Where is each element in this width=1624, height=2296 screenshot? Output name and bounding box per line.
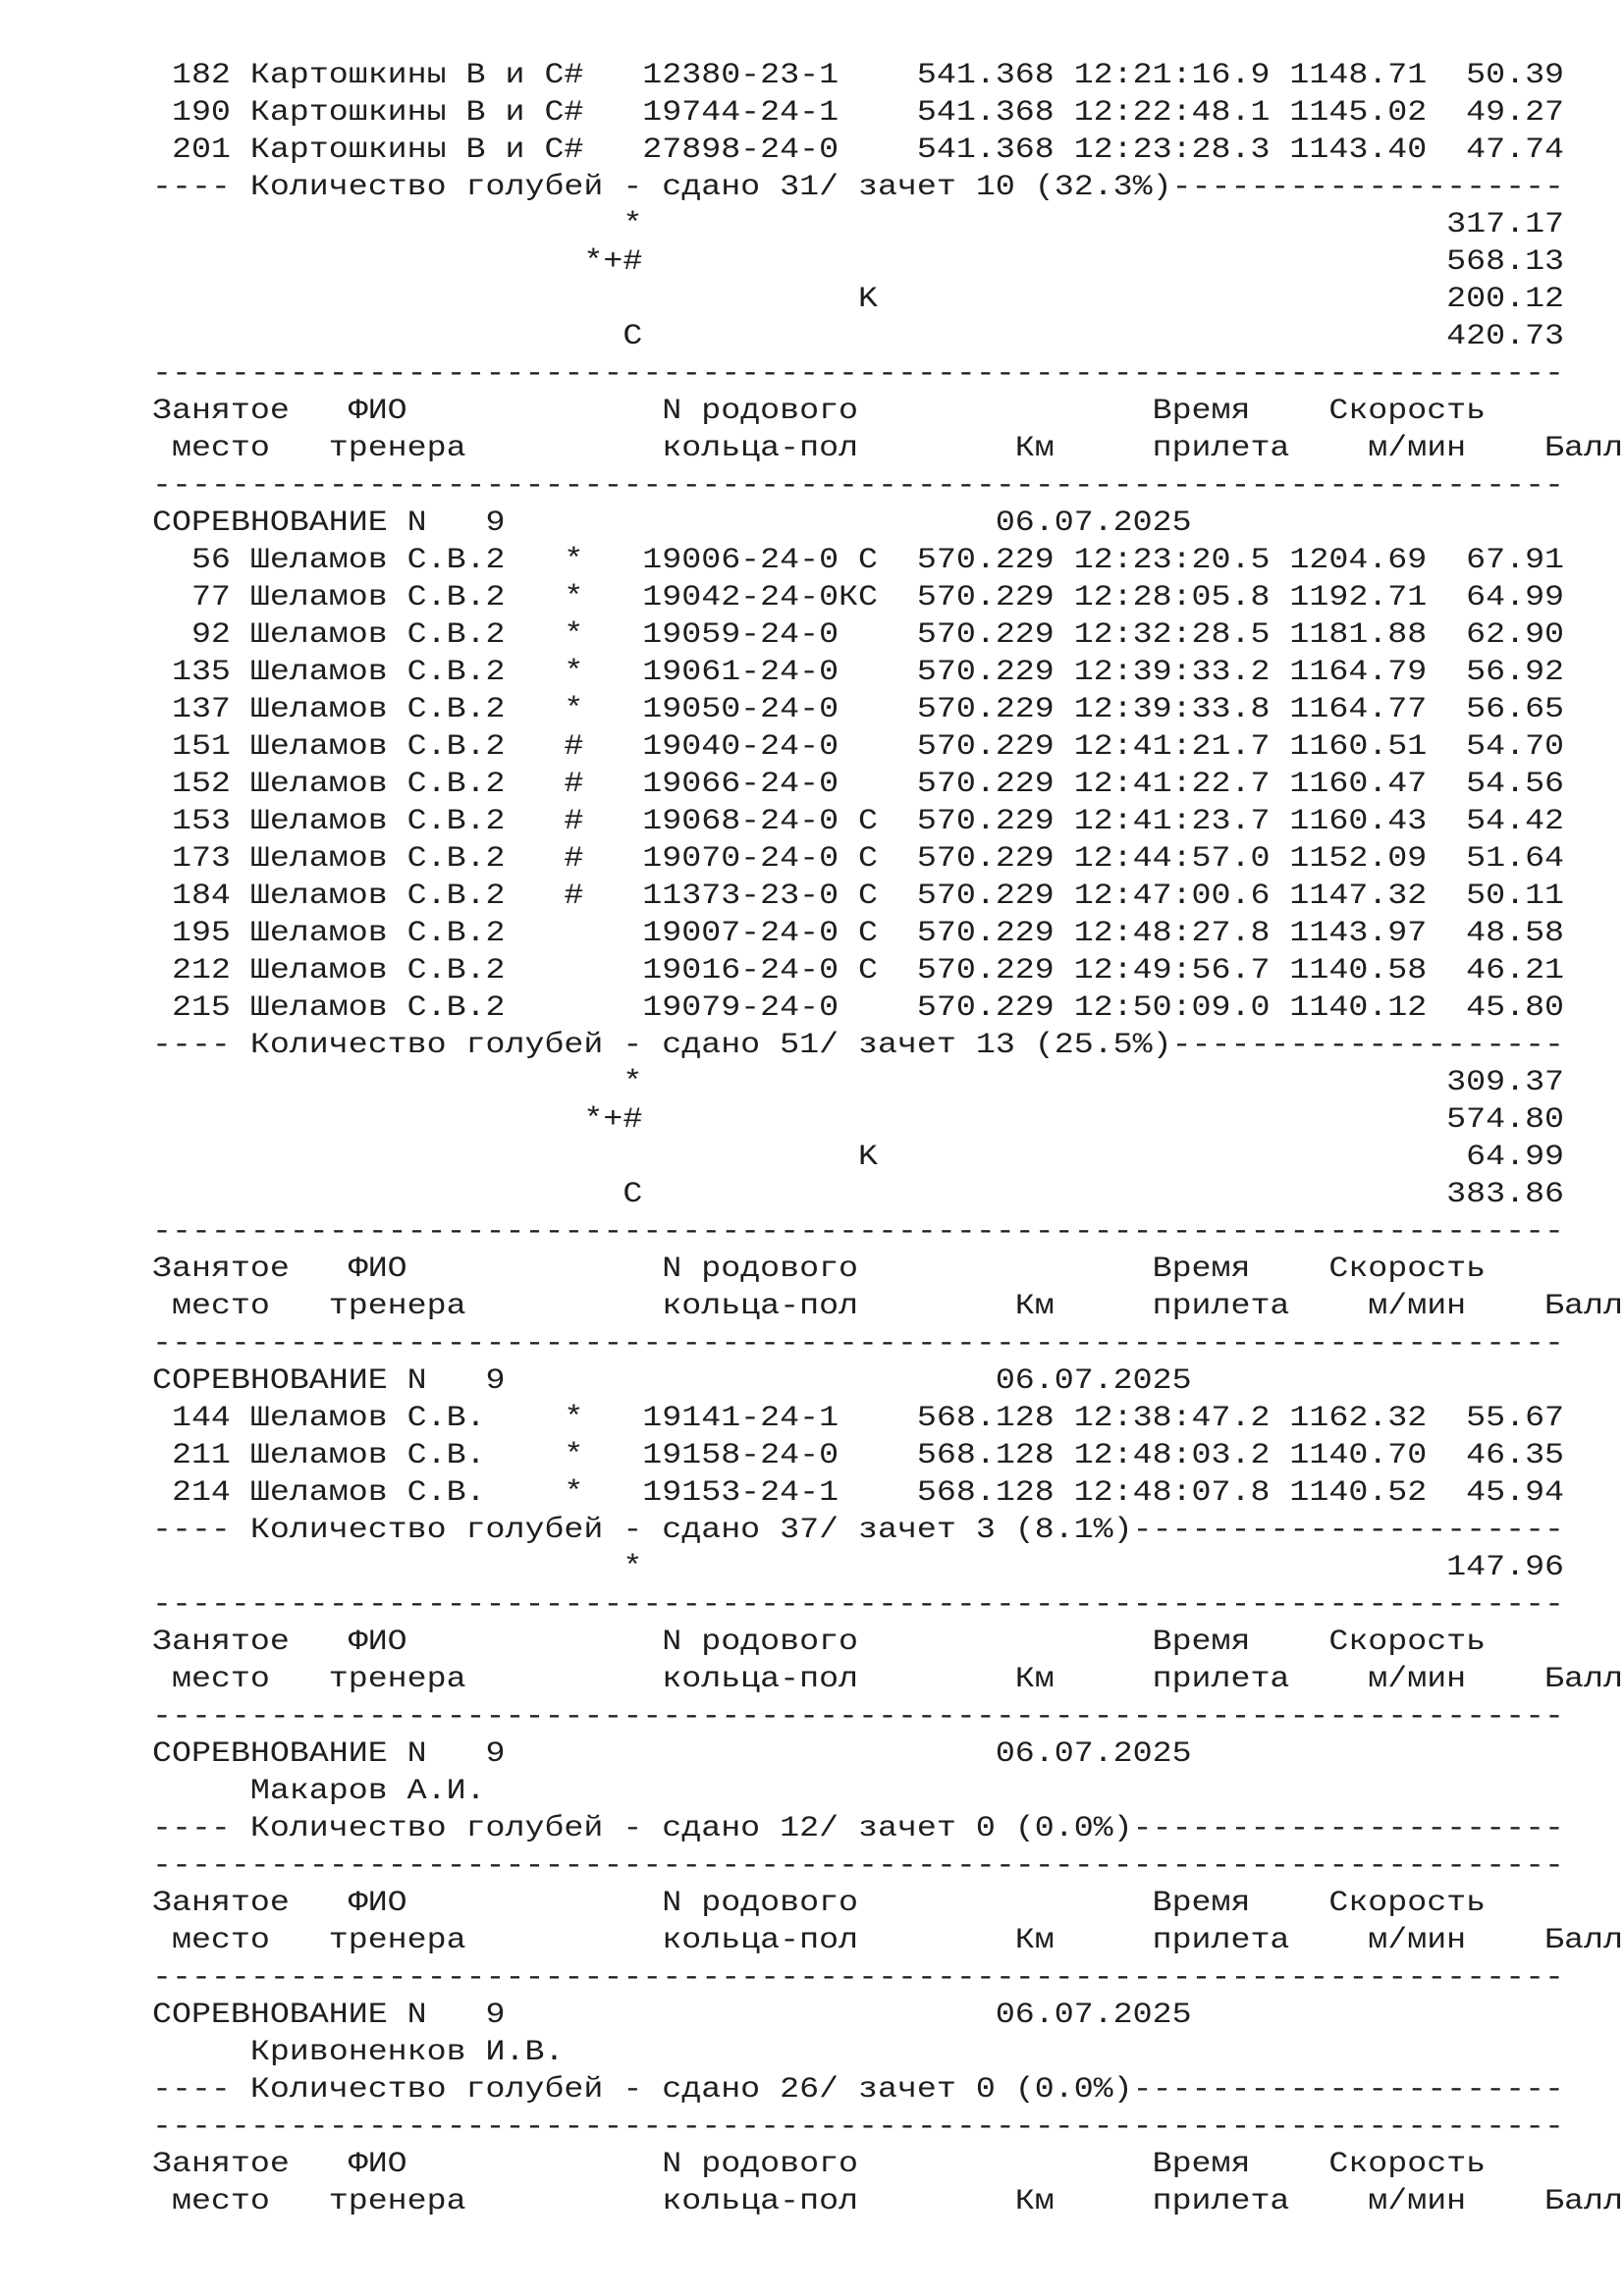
column-header: место тренера кольца-пол Км прилета м/мин Балл [152, 1663, 1623, 1696]
category-total: K 200.12 [152, 283, 1565, 316]
competition-heading: СОРЕВНОВАНИЕ N 9 06.07.2025 [152, 1737, 1192, 1771]
result-row: 190 Картошкины В и С# 19744-24-1 541.368 12:22:48.1 1145.02 49.27 [152, 96, 1565, 130]
divider-line: ------------------------------------------------------------------------ [152, 1849, 1565, 1883]
summary-line: ---- Количество голубей - сдано 51/ зачет 13 (25.5%)-------------------- [152, 1029, 1565, 1062]
column-header: Занятое ФИО N родового Время Скорость [152, 1253, 1487, 1286]
divider-line: ------------------------------------------------------------------------ [152, 1215, 1565, 1249]
summary-line: ---- Количество голубей - сдано 26/ зачет 0 (0.0%)---------------------- [152, 2073, 1565, 2107]
competition-heading: СОРЕВНОВАНИЕ N 9 06.07.2025 [152, 1364, 1192, 1398]
result-row: 215 Шеламов С.В.2 19079-24-0 570.229 12:50:09.0 1140.12 45.80 [152, 991, 1565, 1025]
result-row: 182 Картошкины В и С# 12380-23-1 541.368 12:21:16.9 1148.71 50.39 [152, 59, 1565, 92]
result-row: 135 Шеламов С.В.2 * 19061-24-0 570.229 12:39:33.2 1164.79 56.92 [152, 656, 1565, 689]
column-header: Занятое ФИО N родового Время Скорость [152, 1887, 1487, 1920]
divider-line: ------------------------------------------------------------------------ [152, 1327, 1565, 1361]
result-row: 195 Шеламов С.В.2 19007-24-0 С 570.229 12:48:27.8 1143.97 48.58 [152, 917, 1565, 950]
category-total: * 147.96 [152, 1551, 1565, 1584]
trainer-name: Макаров А.И. [152, 1775, 486, 1808]
result-row: 56 Шеламов С.В.2 * 19006-24-0 С 570.229 12:23:20.5 1204.69 67.91 [152, 544, 1565, 577]
divider-line: ------------------------------------------------------------------------ [152, 469, 1565, 503]
result-row: 137 Шеламов С.В.2 * 19050-24-0 570.229 12:39:33.8 1164.77 56.65 [152, 693, 1565, 726]
category-total: *+# 568.13 [152, 245, 1565, 279]
column-header: место тренера кольца-пол Км прилета м/мин Балл [152, 1924, 1623, 1957]
category-total: * 309.37 [152, 1066, 1565, 1099]
result-row: 201 Картошкины В и С# 27898-24-0 541.368 12:23:28.3 1143.40 47.74 [152, 133, 1565, 167]
result-row: 173 Шеламов С.В.2 # 19070-24-0 С 570.229 12:44:57.0 1152.09 51.64 [152, 842, 1565, 876]
summary-line: ---- Количество голубей - сдано 37/ зачет 3 (8.1%)---------------------- [152, 1514, 1565, 1547]
trainer-name: Кривоненков И.В. [152, 2036, 565, 2069]
column-header: Занятое ФИО N родового Время Скорость [152, 395, 1487, 428]
result-row: 212 Шеламов С.В.2 19016-24-0 С 570.229 12:49:56.7 1140.58 46.21 [152, 954, 1565, 988]
result-row: 214 Шеламов С.В. * 19153-24-1 568.128 12:48:07.8 1140.52 45.94 [152, 1476, 1565, 1510]
result-row: 144 Шеламов С.В. * 19141-24-1 568.128 12:38:47.2 1162.32 55.67 [152, 1402, 1565, 1435]
category-total: *+# 574.80 [152, 1103, 1565, 1137]
result-row: 153 Шеламов С.В.2 # 19068-24-0 С 570.229 12:41:23.7 1160.43 54.42 [152, 805, 1565, 838]
result-row: 211 Шеламов С.В. * 19158-24-0 568.128 12:48:03.2 1140.70 46.35 [152, 1439, 1565, 1472]
column-header: место тренера кольца-пол Км прилета м/мин Балл [152, 2185, 1623, 2218]
column-header: Занятое ФИО N родового Время Скорость [152, 1626, 1487, 1659]
category-total: * 317.17 [152, 208, 1565, 241]
divider-line: ------------------------------------------------------------------------ [152, 2110, 1565, 2144]
result-row: 184 Шеламов С.В.2 # 11373-23-0 С 570.229 12:47:00.6 1147.32 50.11 [152, 880, 1565, 913]
divider-line: ------------------------------------------------------------------------ [152, 1961, 1565, 1995]
result-row: 92 Шеламов С.В.2 * 19059-24-0 570.229 12:32:28.5 1181.88 62.90 [152, 618, 1565, 652]
column-header: Занятое ФИО N родового Время Скорость [152, 2148, 1487, 2181]
divider-line: ------------------------------------------------------------------------ [152, 357, 1565, 391]
column-header: место тренера кольца-пол Км прилета м/мин Балл [152, 432, 1623, 465]
competition-heading: СОРЕВНОВАНИЕ N 9 06.07.2025 [152, 1999, 1192, 2032]
divider-line: ------------------------------------------------------------------------ [152, 1588, 1565, 1622]
column-header: место тренера кольца-пол Км прилета м/мин Балл [152, 1290, 1623, 1323]
summary-line: ---- Количество голубей - сдано 12/ зачет 0 (0.0%)---------------------- [152, 1812, 1565, 1845]
competition-heading: СОРЕВНОВАНИЕ N 9 06.07.2025 [152, 507, 1192, 540]
summary-line: ---- Количество голубей - сдано 31/ зачет 10 (32.3%)-------------------- [152, 171, 1565, 204]
result-row: 152 Шеламов С.В.2 # 19066-24-0 570.229 12:41:22.7 1160.47 54.56 [152, 768, 1565, 801]
category-total: K 64.99 [152, 1141, 1565, 1174]
result-row: 77 Шеламов С.В.2 * 19042-24-0КС 570.229 12:28:05.8 1192.71 64.99 [152, 581, 1565, 614]
result-row: 151 Шеламов С.В.2 # 19040-24-0 570.229 12:41:21.7 1160.51 54.70 [152, 730, 1565, 764]
category-total: C 383.86 [152, 1178, 1565, 1211]
category-total: C 420.73 [152, 320, 1565, 353]
divider-line: ------------------------------------------------------------------------ [152, 1700, 1565, 1734]
